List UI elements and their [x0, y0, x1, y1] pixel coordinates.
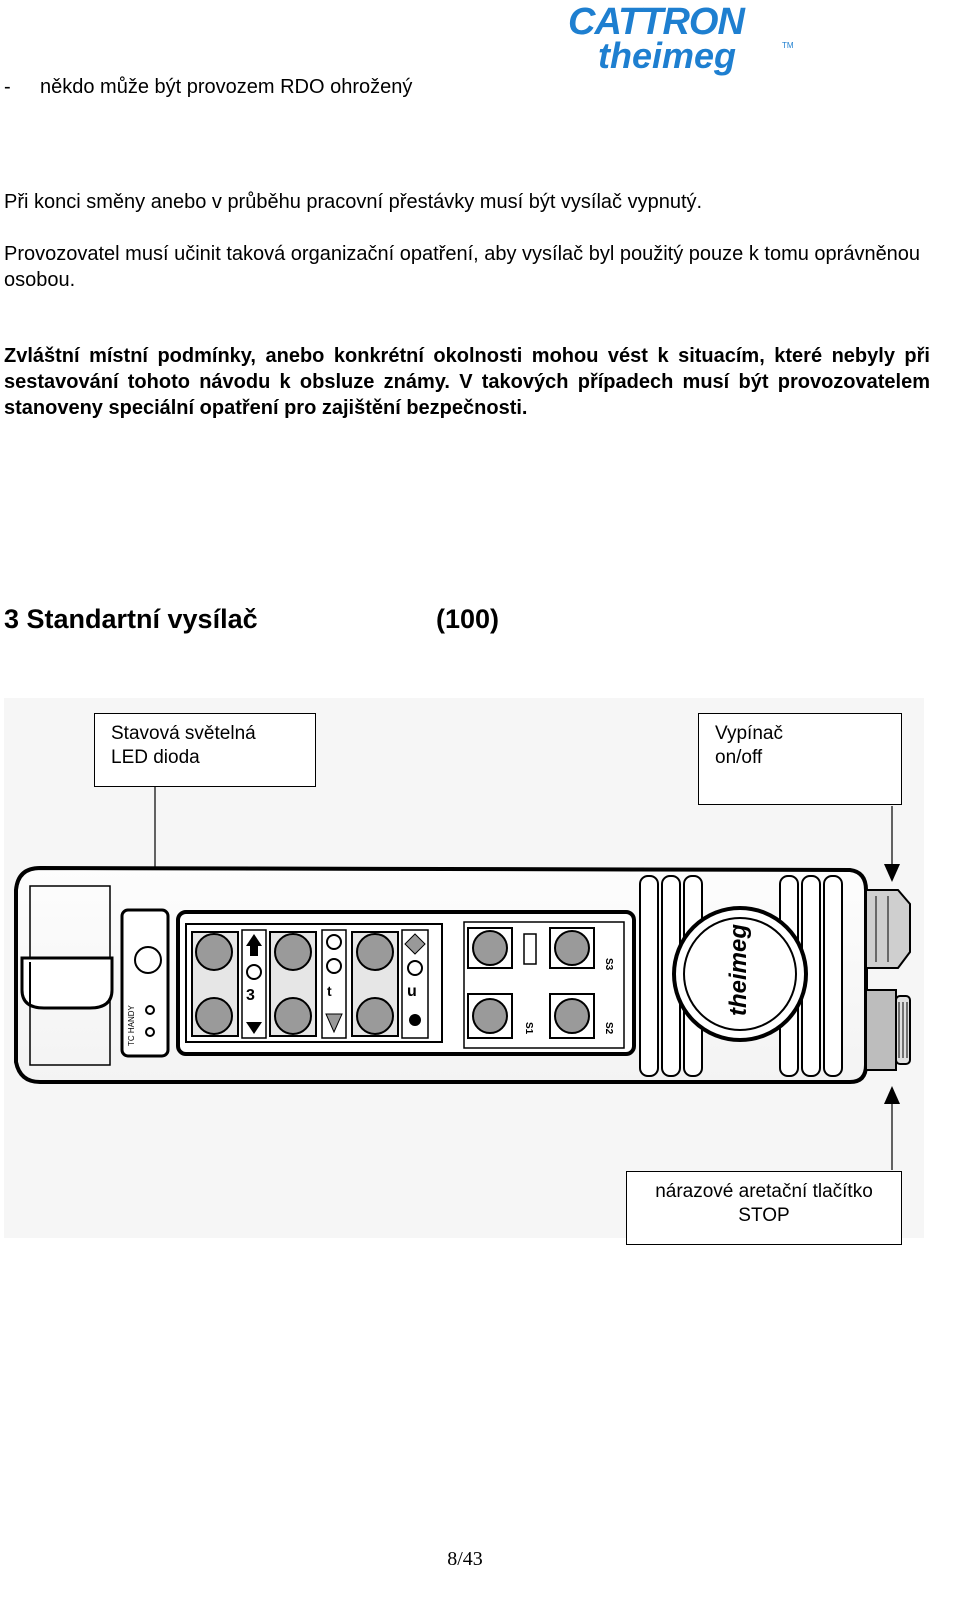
svg-text:3: 3 — [246, 987, 255, 1004]
callout-stop-line2: STOP — [738, 1205, 790, 1226]
logo-tm: TM — [782, 41, 794, 50]
push-button-top-right — [550, 928, 594, 968]
bullet-item — [4, 76, 412, 99]
callout-stop-button — [626, 1171, 902, 1245]
push-button-bottom-left — [468, 994, 512, 1038]
callout-switch-line1: Vypínač — [715, 723, 783, 744]
callout-stop-line1: nárazové aretační tlačítko — [655, 1181, 873, 1202]
logo-cattron: CATTRON — [568, 1, 744, 43]
paragraph-shift-end: Při konci směny anebo v průběhu pracovní přestávky musí být vysílač vypnutý. — [4, 191, 703, 213]
svg-text:t: t — [327, 983, 332, 999]
rocker-button-1 — [192, 932, 238, 1036]
section-title: 3 Standartní vysílač — [4, 604, 258, 634]
callout-led-line2: LED dioda — [111, 747, 200, 768]
bullet-dash: - — [4, 76, 11, 98]
svg-text:u: u — [407, 983, 417, 1000]
callout-led-line1: Stavová světelná — [111, 723, 256, 744]
rocker-button-3 — [352, 932, 398, 1036]
button-label-s1: S1 — [523, 1022, 534, 1035]
on-off-switch — [866, 890, 910, 968]
push-button-top-left — [468, 928, 512, 968]
transmitter-body — [16, 868, 910, 1082]
badge-brand: theimeg — [725, 923, 752, 1016]
rocker-button-2 — [270, 932, 316, 1036]
button-label-s3: S3 — [603, 958, 614, 971]
button-label-s2: S2 — [603, 1022, 614, 1035]
paragraph-operator: Provozovatel musí učinit taková organizační opatření, aby vysílač byl použitý pouze k tomu oprávněnou osobou. — [4, 243, 921, 291]
paragraph-special-conditions: Zvláštní místní podmínky, anebo konkrétní okolnosti mohou vést k situacím, které nebyly při sestavování tohoto návodu k obsluze známy. V takových případech musí být provozovatelem stanoveny speciální opatření pro zajištění bezpečnosti. — [4, 345, 930, 419]
section-heading — [4, 604, 500, 635]
section-number: (100) — [436, 604, 500, 634]
callout-status-led — [94, 713, 316, 787]
callout-switch-line2: on/off — [715, 747, 763, 768]
bullet-text: někdo může být provozem RDO ohrožený — [40, 76, 413, 98]
stop-button — [866, 990, 910, 1070]
status-led — [135, 947, 161, 973]
callout-on-off-switch — [698, 713, 902, 805]
push-button-bottom-right — [550, 994, 594, 1038]
page-number: 8/43 — [447, 1548, 483, 1570]
side-label: TC HANDY — [127, 1005, 136, 1046]
cattron-theimeg-logo — [560, 0, 800, 78]
logo-theimeg: theimeg — [598, 35, 737, 76]
